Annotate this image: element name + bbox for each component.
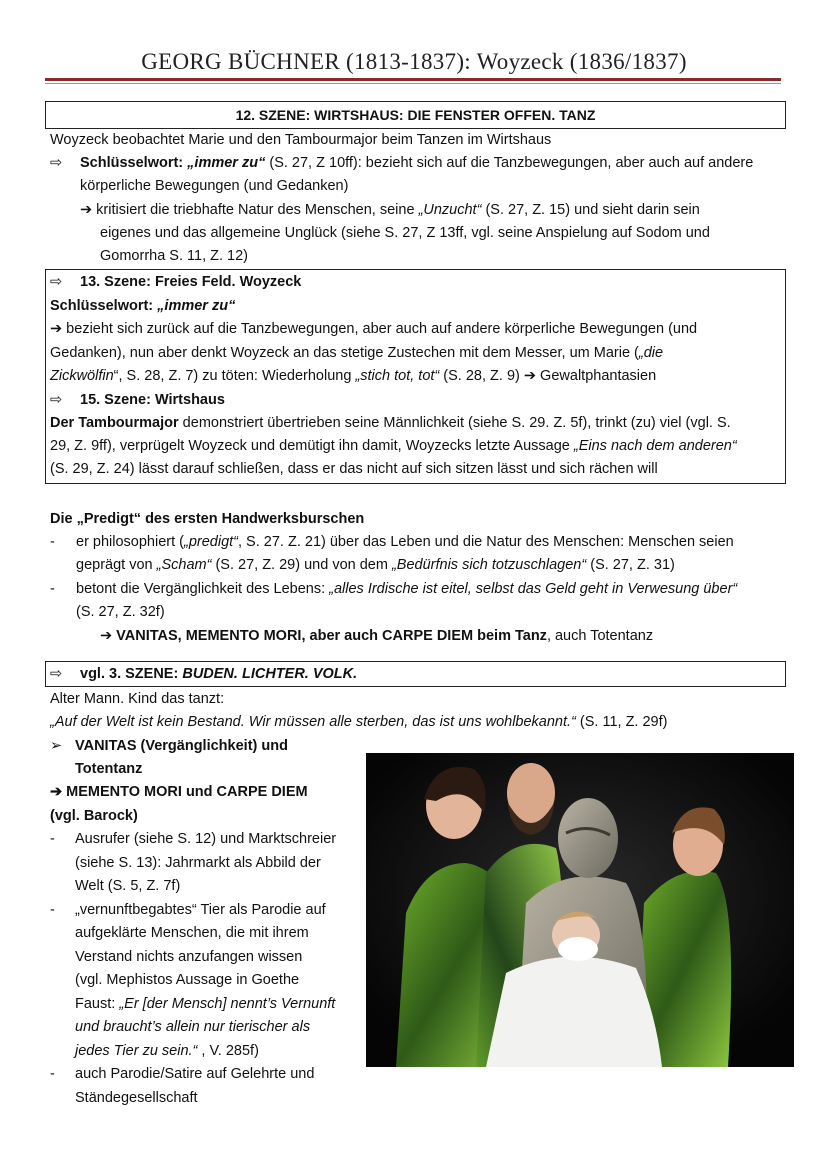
scene3-bullet2-line7: jedes Tier zu sein.“ , V. 285f) [75,1043,259,1059]
predigt-bullet1-line1: - er philosophiert („predigt“, S. 27. Z. 21) über das Leben und die Natur des Menschen: Menschen seien [50,531,734,555]
scene15-heading: ⇨ 15. Szene: Wirtshaus [50,389,225,413]
dash-bullet: - [50,902,55,918]
scene3-quote: „Auf der Welt ist kein Bestand. Wir müssen alle sterben, das ist uns wohlbekannt.“ (S. 11, Z. 29f) [50,714,668,730]
scene15-line1: Der Tambourmajor demonstriert übertrieben seine Männlichkeit (siehe S. 29. Z. 5f), trinkt (zu) viel (vgl. S. [50,415,731,431]
scene15-line2: 29, Z. 9ff), verprügelt Woyzeck und demütigt ihn damit, Woyzecks letzte Aussage „Eins nach dem anderen“ [50,438,737,454]
scene3-bullet2-line3: Verstand nichts anzufangen wissen [75,949,303,965]
scene3-heading: ⇨ vgl. 3. SZENE: BUDEN. LICHTER. VOLK. [50,663,357,687]
dash-bullet: - [50,831,55,847]
scene3-bullet2-line5: Faust: „Er [der Mensch] nennt’s Vernunft [75,996,336,1012]
scene3-memento: ➔ MEMENTO MORI und CARPE DIEM [50,784,308,800]
scene13-keyword: Schlüsselwort: „immer zu“ [50,298,236,314]
dash-bullet: - [50,1066,55,1082]
predigt-bullet2-line1: - betont die Vergänglichkeit des Lebens: „alles Irdische ist eitel, selbst das Geld geht in Verwesung über“ [50,578,737,602]
scene3-vanitas: ➢ VANITAS (Vergänglichkeit) und [50,735,288,759]
title-rule-thin [45,83,781,84]
predigt-heading: Die „Predigt“ des ersten Handwerksburschen [50,511,365,527]
scene3-bullet1-line2: (siehe S. 13): Jahrmarkt als Abbild der [75,855,321,871]
bullet-arrow-icon: ➢ [50,738,63,754]
scene3-bullet2-line6: und braucht’s allein nur tierischer als [75,1019,311,1035]
arrow-icon: ➔ [523,368,537,384]
predigt-conclusion: ➔ VANITAS, MEMENTO MORI, aber auch CARPE DIEM beim Tanz, auch Totentanz [100,628,654,644]
scene13-line3: Zickwölfin“, S. 28, Z. 7) zu töten: Wiederholung „stich tot, tot“ (S. 28, Z. 9) ➔ Gewaltphantasien [50,368,657,384]
arrow-icon: ➔ [80,202,93,218]
theatre-photo-illustration [366,753,794,1067]
scene12-intro: Woyzeck beobachtet Marie und den Tambourmajor beim Tanzen im Wirtshaus [50,132,552,148]
predigt-bullet1-line2: geprägt von „Scham“ (S. 27, Z. 29) und von dem „Bedürfnis sich totzuschlagen“ (S. 27, Z. 31) [76,557,675,573]
hollow-arrow-icon: ⇨ [50,666,63,682]
scene3-bullet1-line1: - Ausrufer (siehe S. 12) und Marktschreier [50,828,336,852]
page-title: GEORG BÜCHNER (1813-1837): Woyzeck (1836/1837) [141,49,687,74]
scene13-line2: Gedanken), nun aber denkt Woyzeck an das stetige Zustechen mit dem Messer, um Marie („die [50,345,664,361]
arrow-icon: ➔ [100,628,113,644]
scene12-sub-line3: Gomorrha S. 11, Z. 12) [100,248,249,264]
scene3-bullet1-line3: Welt (S. 5, Z. 7f) [75,878,181,894]
hollow-arrow-icon: ⇨ [50,155,63,171]
scene12-sub-line1: ➔ kritisiert die triebhafte Natur des Menschen, seine „Unzucht“ (S. 27, Z. 15) und sieht darin sein [80,202,700,218]
hollow-arrow-icon: ⇨ [50,274,63,290]
scene3-bullet2-line4: (vgl. Mephistos Aussage in Goethe [75,972,300,988]
scene12-keyword-line2: körperliche Bewegungen (und Gedanken) [80,178,349,194]
scene3-bullet2-line2: aufgeklärte Menschen, die mit ihrem [75,925,309,941]
scene3-line1: Alter Mann. Kind das tanzt: [50,691,225,707]
scene12-heading: 12. SZENE: WIRTSHAUS: DIE FENSTER OFFEN. TANZ [235,107,596,123]
scene3-bullet2-line1: - „vernunftbegabtes“ Tier als Parodie auf [50,899,326,923]
scene3-vanitas2: Totentanz [75,761,143,777]
scene13-heading: ⇨ 13. Szene: Freies Feld. Woyzeck [50,271,301,295]
scene12-keyword-line: ⇨ Schlüsselwort: „immer zu“ (S. 27, Z 10ff): bezieht sich auf die Tanzbewegungen, aber auch auf andere [50,152,753,176]
arrow-icon: ➔ [50,784,63,800]
hollow-arrow-icon: ⇨ [50,392,63,408]
scene12-sub-line2: eigenes und das allgemeine Unglück (siehe S. 27, Z 13ff, vgl. seine Anspielung auf Sodom und [100,225,710,241]
scene3-bullet3-line1: - auch Parodie/Satire auf Gelehrte und [50,1063,314,1087]
scene15-line3: (S. 29, Z. 24) lässt darauf schließen, dass er das nicht auf sich sitzen lässt und sich rächen will [50,461,658,477]
dash-bullet: - [50,581,55,597]
scene3-barock: (vgl. Barock) [50,808,138,824]
title-rule [45,78,781,81]
scene3-bullet3-line2: Ständegesellschaft [75,1090,198,1106]
theatre-photo [366,753,794,1067]
arrow-icon: ➔ [50,321,63,337]
dash-bullet: - [50,534,55,550]
predigt-bullet2-line2: (S. 27, Z. 32f) [76,604,165,620]
scene13-line1: ➔ bezieht sich zurück auf die Tanzbewegungen, aber auch auf andere körperliche Bewegungen (und [50,321,698,337]
